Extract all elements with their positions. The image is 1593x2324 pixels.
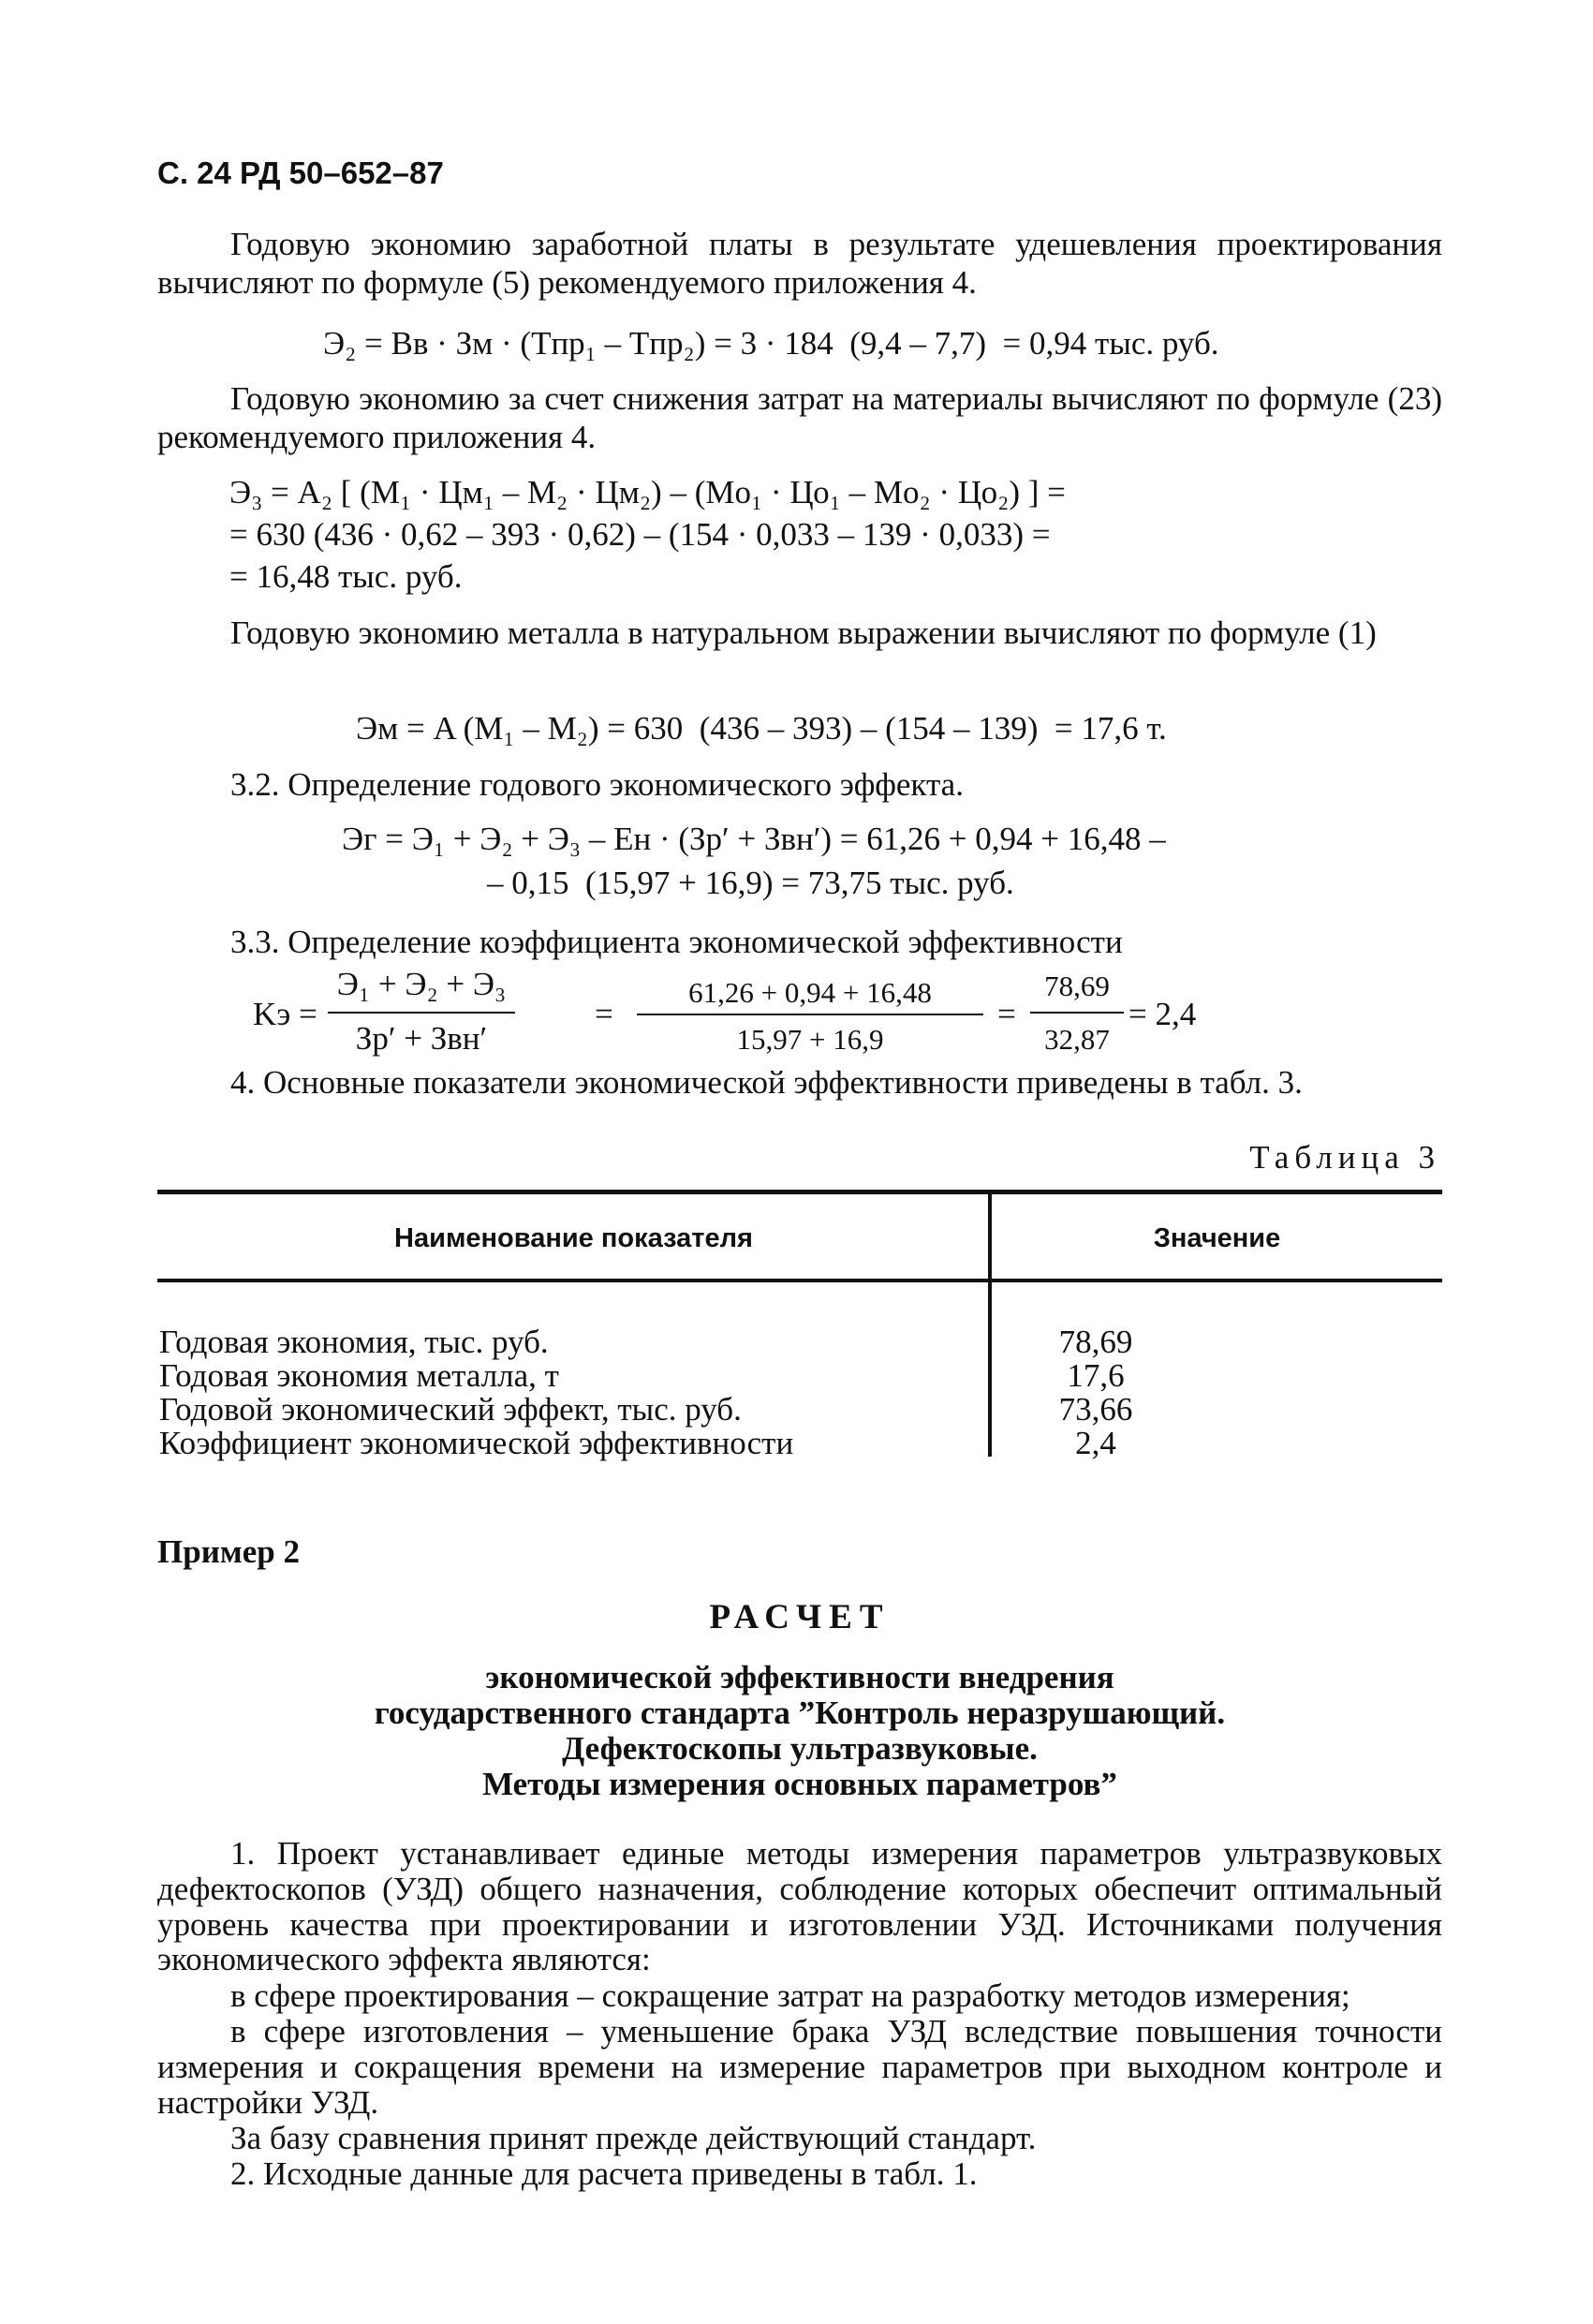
fraction-1-denominator: Зр′ + Звн′: [355, 1020, 488, 1057]
fraction-3-numerator: 78,69: [1044, 970, 1110, 1002]
example-paragraph-5: 2. Исходные данные для расчета приведены в табл. 1.: [230, 2155, 978, 2192]
table-row-2-name: Годовая экономия металла, т: [159, 1357, 559, 1394]
example-subtitle-line-4: Методы измерения основных параметров”: [482, 1766, 1117, 1802]
paragraph-material-savings: Годовую экономию за счет снижения затрат на материалы вычисляют по формуле (23) рекомендуемого приложения 4.: [157, 380, 1442, 456]
table-caption: Таблица 3: [1249, 1139, 1440, 1176]
fraction-2-denominator: 15,97 + 16,9: [736, 1023, 884, 1056]
example-paragraph-2: в сфере проектирования – сокращение затрат на разработку методов измерения;: [230, 1977, 1350, 2014]
table-row-1-value: 78,69: [1058, 1324, 1133, 1360]
table-row-2-value: 17,6: [1067, 1357, 1125, 1394]
example-paragraph-3: в сфере изготовления – уменьшение брака УЗД вследствие повышения точности измерения и сокращения времени на измерение параметров при выходном контроле и настройки УЗД.: [157, 2013, 1442, 2121]
formula-k-lhs: Kэ =: [253, 996, 317, 1032]
example-label: Пример 2: [157, 1533, 300, 1570]
paragraph-metal-savings: Годовую экономию металла в натуральном выражении вычисляют по формуле (1): [230, 614, 1377, 651]
page-header: С. 24 РД 50–652–87: [157, 155, 444, 190]
example-subtitle-line-3: Дефектоскопы ультразвуковые.: [562, 1730, 1038, 1767]
table-row-4-value: 2,4: [1075, 1425, 1116, 1461]
table-top-rule: [157, 1190, 1442, 1194]
formula-e3-line-2: = 630 (436 · 0,62 – 393 · 0,62) – (154 · 0,033 – 139 · 0,033) =: [229, 516, 1051, 553]
formula-eg-line-1: Эг = Э₁ + Э₂ + Э₃ – Eн · (Зр′ + Звн′) = 61,26 + 0,94 + 16,48 –: [342, 821, 1166, 857]
table-row-4-name: Коэффициент экономической эффективности: [159, 1425, 794, 1461]
example-paragraph-4: За базу сравнения принят прежде действующий стандарт.: [230, 2120, 1037, 2156]
formula-k-eq-2: =: [997, 996, 1016, 1032]
paragraph-salary-savings: Годовую экономию заработной платы в результате удешевления проектирования вычисляют по формуле (5) рекомендуемого приложения 4.: [157, 226, 1442, 302]
formula-k-result: = 2,4: [1128, 996, 1197, 1032]
formula-k-eq-1: =: [595, 996, 613, 1032]
fraction-1-numerator: Э₁ + Э₂ + Э₃: [336, 966, 507, 1002]
formula-kefficiency: [253, 965, 1302, 1068]
formula-e3-line-3: = 16,48 тыс. руб.: [229, 558, 463, 595]
fraction-2-numerator: 61,26 + 0,94 + 16,48: [688, 976, 932, 1009]
paragraph-table-reference: 4. Основные показатели экономической эффективности приведены в табл. 3.: [230, 1064, 1303, 1101]
fraction-3-denominator: 32,87: [1044, 1023, 1110, 1056]
section-3-2-heading: 3.2. Определение годового экономического эффекта.: [230, 766, 964, 803]
table-header-rule: [157, 1279, 1442, 1282]
example-subtitle-line-2: государственного стандарта ”Контроль неразрушающий.: [374, 1695, 1226, 1731]
fraction-1-bar: [328, 1012, 515, 1014]
formula-e2: Э₂ = Bв · Зм · (Tпр₁ – Tпр₂) = 3 · 184 (9,4 – 7,7) = 0,94 тыс. руб.: [323, 325, 1219, 362]
table-header-value: Значение: [1153, 1223, 1281, 1253]
formula-e3-line-1: Э₃ = A₂ [ (M₁ · Цм₁ – M₂ · Цм₂) – (Mо₁ · Цо₁ – Mо₂ · Цо₂) ] =: [229, 474, 1066, 511]
table-row-3-value: 73,66: [1058, 1391, 1133, 1428]
table-header-name: Наименование показателя: [394, 1223, 753, 1253]
section-3-3-heading: 3.3. Определение коэффициента экономической эффективности: [230, 924, 1123, 960]
table-row-3-name: Годовой экономический эффект, тыс. руб.: [159, 1391, 742, 1428]
example-subtitle-line-1: экономической эффективности внедрения: [485, 1659, 1114, 1695]
formula-em: Эм = A (M₁ – M₂) = 630 (436 – 393) – (154 – 139) = 17,6 т.: [356, 710, 1167, 747]
example-title: РАСЧЕТ: [709, 1598, 891, 1636]
example-paragraph-1: 1. Проект устанавливает единые методы измерения параметров ультразвуковых дефектоскопов (УЗД) общего назначения, соблюдение которых обеспечит оптимальный уровень качества при проектировании и изготовлении УЗД. Источниками получения экономического эффекта являются:: [157, 1835, 1442, 1978]
table-row-1-name: Годовая экономия, тыс. руб.: [159, 1324, 549, 1360]
fraction-3-bar: [1030, 1012, 1124, 1014]
formula-eg-line-2: – 0,15 (15,97 + 16,9) = 73,75 тыс. руб.: [487, 865, 1014, 901]
fraction-2-bar: [637, 1014, 983, 1015]
